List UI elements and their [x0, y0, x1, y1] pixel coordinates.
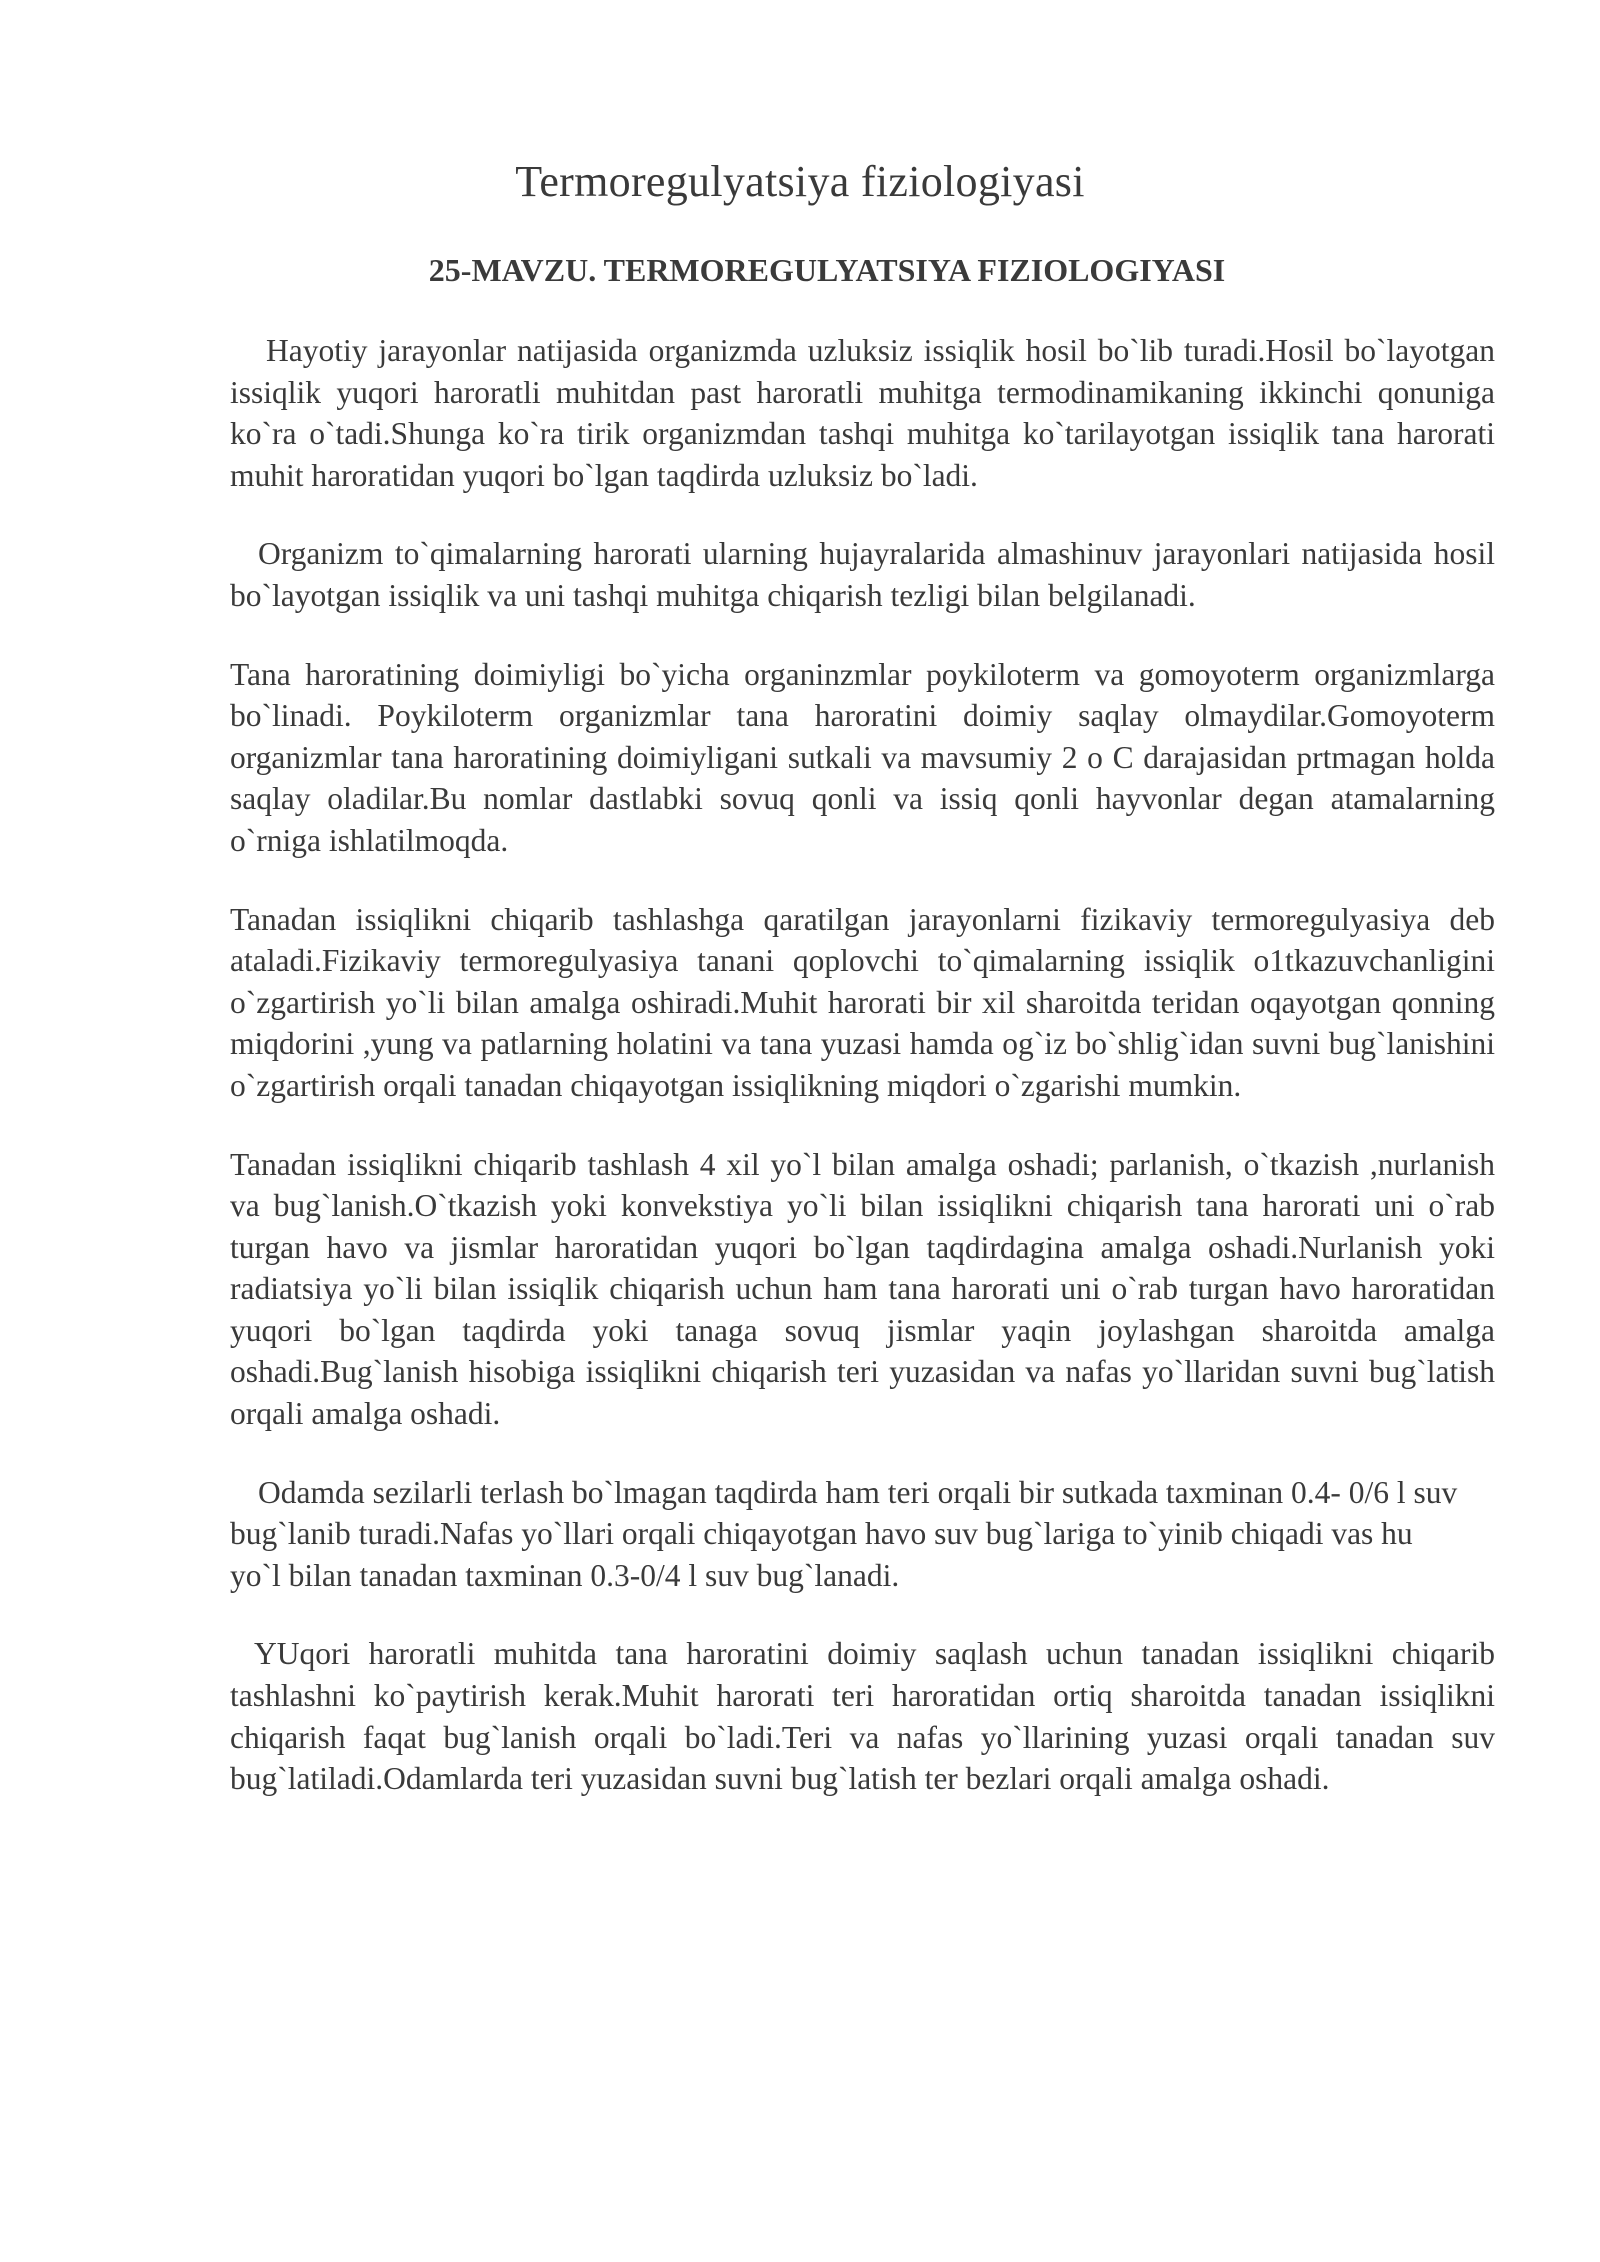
paragraph-poikilotherm-homeotherm: Tana haroratining doimiyligi bo`yicha organinzmlar poykiloterm va gomoyoterm organizmlarga bo`linadi. Poykiloterm organizmlar tana haroratini doimiy saqlay olmaydilar.Gomoyoterm organizmlar tana haroratining doimiyligani sutkali va mavsumiy 2 o C darajasidan prtmagan holda saqlay oladilar.Bu nomlar dastlabki sovuq qonli va issiq qonli hayvonlar degan atamalarning o`rniga ishlatilmoqda.: [230, 656, 1495, 858]
document-body: [230, 330, 1495, 1800]
section-heading: 25-MAVZU. TERMOREGULYATSIYA FIZIOLOGIYASI: [428, 252, 1226, 288]
paragraph-heat-loss-ways: Tanadan issiqlikni chiqarib tashlash 4 xil yo`l bilan amalga oshadi; parlanish, o`tkazish ,nurlanish va bug`lanish.O`tkazish yoki konvekstiya yo`li bilan issiqlikni chiqarish tana harorati uni o`rab turgan havo va jismlar haroratidan yuqori bo`lgan taqdirdagina amalga oshadi.Nurlanish yoki radiatsiya yo`li bilan issiqlik chiqarish uchun ham tana harorati uni o`rab turgan havo haroratidan yuqori bo`lgan taqdirda yoki tanaga sovuq jismlar yaqin joylashgan sharoitda amalga oshadi.Bug`lanish hisobiga issiqlikni chiqarish teri yuzasidan va nafas yo`llaridan suvni bug`latish orqali amalga oshadi.: [230, 1146, 1495, 1432]
paragraph-heat-production: Hayotiy jarayonlar natijasida organizmda uzluksiz issiqlik hosil bo`lib turadi.Hosil bo`layotgan issiqlik yuqori haroratli muhitdan past haroratli muhitga termodinamikaning ikkinchi qonuniga ko`ra o`tadi.Shunga ko`ra tirik organizmdan tashqi muhitga ko`tarilayotgan issiqlik tana harorati muhit haroratidan yuqori bo`lgan taqdirda uzluksiz bo`ladi.: [230, 333, 1495, 493]
paragraph-high-temperature: YUqori haroratli muhitda tana haroratini doimiy saqlash uchun tanadan issiqlikni chiqarib tashlashni ko`paytirish kerak.Muhit harorati teri haroratidan ortiq sharoitda tanadan issiqlikni chiqarish faqat bug`lanish orqali bo`ladi.Teri va nafas yo`llarining yuzasi orqali tanadan suv bug`latiladi.Odamlarda teri yuzasidan suvni bug`latish ter bezlari orqali amalga oshadi.: [230, 1636, 1495, 1797]
paragraph-water-evaporation: Odamda sezilarli terlash bo`lmagan taqdirda ham teri orqali bir sutkada taxminan 0.4- 0/6 l suv bug`lanib turadi.Nafas yo`llari orqali chiqayotgan havo suv bug`lariga to`yinib chiqadi vas hu yo`l bilan tanadan taxminan 0.3-0/4 l suv bug`lanadi.: [230, 1474, 1458, 1593]
paragraph-tissue-temperature: Organizm to`qimalarning harorati ularning hujayralarida almashinuv jarayonlari natijasida hosil bo`layotgan issiqlik va uni tashqi muhitga chiqarish tezligi bilan belgilanadi.: [230, 536, 1495, 613]
paragraph-physical-thermoregulation: Tanadan issiqlikni chiqarib tashlashga qaratilgan jarayonlarni fizikaviy termoregulyasiya deb ataladi.Fizikaviy termoregulyasiya tanani qoplovchi to`qimalarning issiqlik o1tkazuvchanligini o`zgartirish yo`li bilan amalga oshiradi.Muhit harorati bir xil sharoitda teridan oqayotgan qonning miqdorini ,yung va patlarning holatini va tana yuzasi hamda og`iz bo`shlig`idan suvni bug`lanishini o`zgartirish orqali tanadan chiqayotgan issiqlikning miqdori o`zgarishi mumkin.: [230, 901, 1495, 1103]
document-title: Termoregulyatsiya fiziologiyasi: [515, 157, 1085, 206]
